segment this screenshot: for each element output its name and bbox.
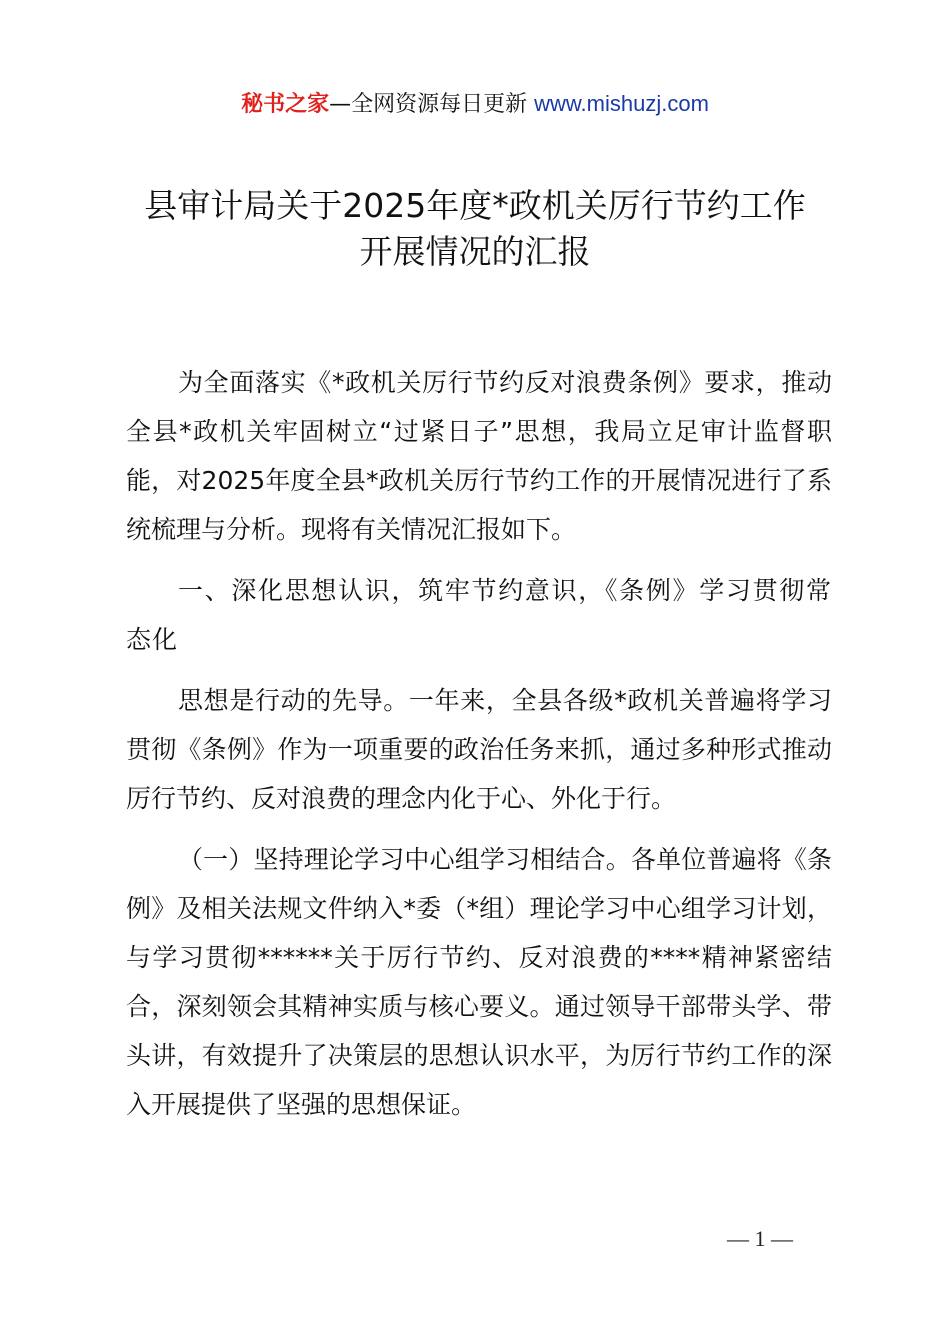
section-heading-1: 一、深化思想认识，筑牢节约意识，《条例》学习贯彻常态化 [126,576,832,654]
document-body [126,358,832,1141]
header-site-link[interactable]: www.mishuzj.com [534,91,709,116]
section-1-paragraph: 思想是行动的先导。一年来，全县各级*政机关普遍将学习贯彻《条例》作为一项重要的政治任务来抓，通过多种形式推动厉行节约、反对浪费的理念内化于心、外化于行。 [126,686,832,813]
title-line-2: 开展情况的汇报 [359,232,591,271]
document-title [60,183,890,275]
title-line-1: 县审计局关于2025年度*政机关厉行节约工作 [144,186,806,225]
header-tagline: —全网资源每日更新 [329,92,535,117]
site-header [0,88,950,121]
subsection-1-paragraph: （一）坚持理论学习中心组学习相结合。各单位普遍将《条例》及相关法规文件纳入*委（*组）理论学习中心组学习计划，与学习贯彻******关于厉行节约、反对浪费的****精神紧密结合，深刻领会其精神实质与核心要义。通过领导干部带头学、带头讲，有效提升了决策层的思想认识水平，为厉行节约工作的深入开展提供了坚强的思想保证。 [126,845,832,1119]
intro-paragraph: 为全面落实《*政机关厉行节约反对浪费条例》要求，推动全县*政机关牢固树立“过紧日子”思想，我局立足审计监督职能，对2025年度全县*政机关厉行节约工作的开展情况进行了系统梳理与分析。现将有关情况汇报如下。 [126,368,832,544]
header-brand: 秘书之家 [241,92,330,117]
page-number: — 1 — [727,1226,793,1251]
